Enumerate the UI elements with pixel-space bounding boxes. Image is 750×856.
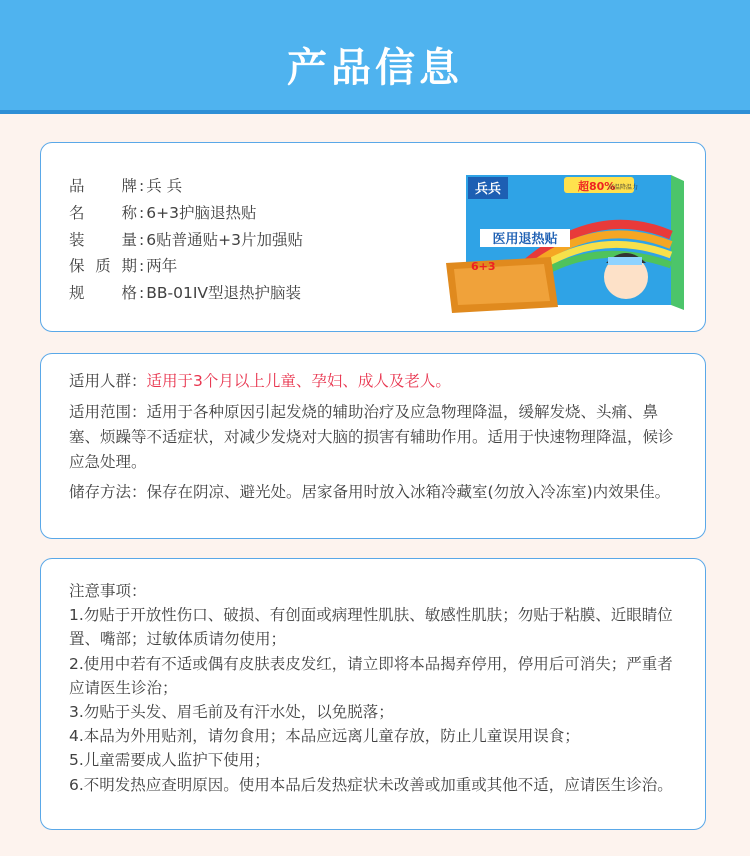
svg-text:高温降温力: 高温降温力	[608, 184, 639, 191]
svg-text:兵兵: 兵兵	[474, 182, 502, 197]
note-item: 2.使用中若有不适或偶有皮肤表皮发红，请立即将本品揭弃停用，停用后可消失；严重者应请医生诊治；	[69, 654, 673, 697]
notes-card	[40, 558, 706, 830]
usage-card	[40, 353, 706, 539]
note-item: 3.勿贴于头发、眉毛前及有汗水处，以免脱落；	[69, 703, 394, 722]
note-item: 5.儿童需要成人监护下使用；	[69, 751, 270, 770]
svg-text:医用退热贴: 医用退热贴	[492, 232, 558, 247]
header-banner	[0, 0, 750, 114]
note-item: 6.不明发热应查明原因。使用本品后发热症状未改善或加重或其他不适，应请医生诊治。	[69, 775, 673, 794]
svg-text:6+3: 6+3	[471, 260, 496, 273]
product-image	[446, 165, 686, 313]
notes-list	[69, 579, 687, 797]
spec-row-quantity: 装 量 : 6贴普通贴+3片加强贴	[69, 230, 303, 249]
spec-row-shelf-life: 保质期 : 两年	[69, 257, 178, 276]
spec-row-model: 规 格 : BB-01IV型退热护脑装	[69, 284, 301, 303]
notes-title: 注意事项：	[69, 582, 147, 600]
page-title: 产品信息	[287, 45, 463, 91]
spec-card	[40, 142, 706, 332]
spec-list	[69, 173, 303, 307]
svg-text:超80%: 超80%	[578, 180, 616, 193]
note-item: 1.勿贴于开放性伤口、破损、有创面或病理性肌肤、敏感性肌肤；勿贴于粘膜、近眼睛位置、嘴部；过敏体质请勿使用；	[69, 606, 673, 649]
usage-storage: 储存方法：保存在阴凉、避光处。居家备用时放入冰箱冷藏室(勿放入冷冻室)内效果佳。	[69, 483, 671, 501]
note-item: 4.本品为外用贴剂，请勿食用；本品应远离儿童存放，防止儿童误用误食；	[69, 727, 580, 746]
spec-row-name: 名 称 : 6+3护脑退热贴	[69, 203, 257, 222]
usage-people: 适用人群：适用于3个月以上儿童、孕妇、成人及老人。	[69, 372, 451, 390]
usage-scope: 适用范围：适用于各种原因引起发烧的辅助治疗及应急物理降温，缓解发烧、头痛、鼻塞、烦躁等不适症状，对减少发烧对大脑的损害有辅助作用。适用于快速物理降温，候诊应急处理。	[69, 403, 674, 471]
usage-people-value: 适用于3个月以上儿童、孕妇、成人及老人。	[146, 372, 451, 390]
spec-row-brand: 品 牌 : 兵 兵	[69, 177, 183, 195]
